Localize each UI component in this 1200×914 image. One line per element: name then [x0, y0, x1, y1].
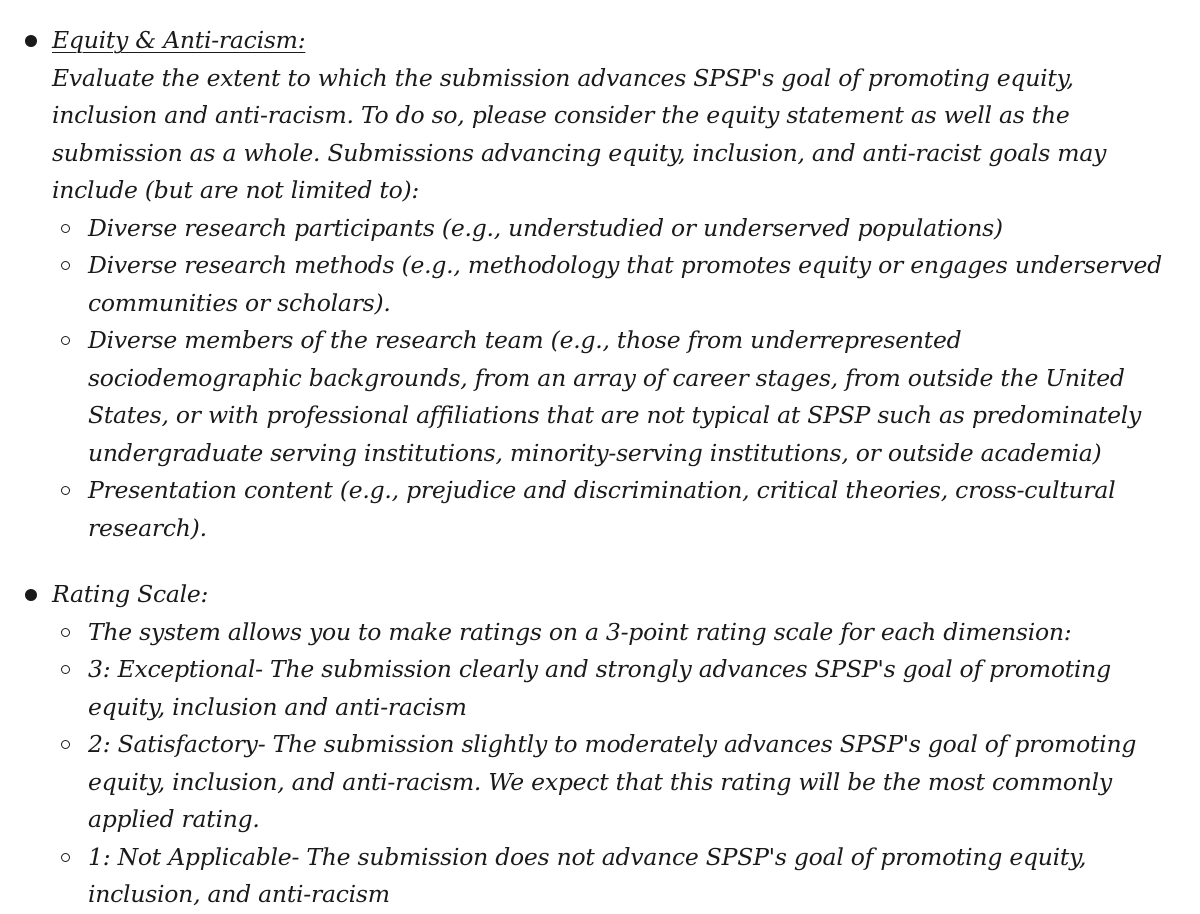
list-item — [52, 472, 1170, 547]
list-item-text: The system allows you to make ratings on a 3-point rating scale for each dimension: — [88, 617, 1072, 646]
list-item — [52, 210, 1170, 248]
bullet-circle-icon — [61, 486, 70, 495]
list-item-text: 2: Satisfactory- The submission slightly to moderately advances SPSP's goal of promoting equity, inclusion, and anti-racism. We expect that this rating will be the most commonly applied rating. — [88, 730, 1137, 833]
bullet-disc-icon — [25, 35, 37, 47]
list-item — [52, 247, 1170, 322]
bullet-circle-icon — [61, 628, 70, 637]
bullet-circle-icon — [61, 665, 70, 674]
criteria-list — [52, 210, 1170, 548]
list-item-text: Diverse research methods (e.g., methodology that promotes equity or engages underserved communities or scholars). — [88, 251, 1162, 317]
rating-scale-list — [52, 614, 1170, 914]
guidelines-list — [0, 22, 1200, 914]
list-item-text: 1: Not Applicable- The submission does not advance SPSP's goal of promoting equity, inclusion, and anti-racism — [88, 842, 1087, 908]
bullet-disc-icon — [25, 589, 37, 601]
bullet-circle-icon — [61, 224, 70, 233]
list-item-text: Diverse members of the research team (e.g., those from underrepresented sociodemographic backgrounds, from an array of career stages, from outside the United States, or with professional affiliations that are not typical at SPSP such as predominately undergraduate serving institutions, minority-serving institutions, or outside academia) — [88, 326, 1142, 467]
list-item — [52, 322, 1170, 472]
list-item — [52, 651, 1170, 726]
section-equity-anti-racism — [0, 22, 1200, 547]
list-item — [52, 839, 1170, 914]
section-heading: Equity & Anti-racism: — [52, 26, 306, 54]
list-item-text: 3: Exceptional- The submission clearly and strongly advances SPSP's goal of promoting equity, inclusion and anti-racism — [88, 655, 1111, 721]
bullet-circle-icon — [61, 336, 70, 345]
bullet-circle-icon — [61, 261, 70, 270]
bullet-circle-icon — [61, 853, 70, 862]
document-body — [0, 22, 1200, 914]
list-item-text: Presentation content (e.g., prejudice and discrimination, critical theories, cross-cultural research). — [88, 476, 1116, 542]
section-rating-scale — [0, 576, 1200, 914]
section-intro: Evaluate the extent to which the submission advances SPSP's goal of promoting equity, inclusion and anti-racism. To do so, please consider the equity statement as well as the submission as a whole. Submissions advancing equity, inclusion, and anti-racist goals may include (but are not limited to): — [52, 63, 1107, 204]
list-item-text: Diverse research participants (e.g., understudied or underserved populations) — [88, 213, 1003, 242]
section-heading: Rating Scale: — [52, 580, 209, 608]
list-item — [52, 614, 1170, 652]
bullet-circle-icon — [61, 740, 70, 749]
list-item — [52, 726, 1170, 839]
